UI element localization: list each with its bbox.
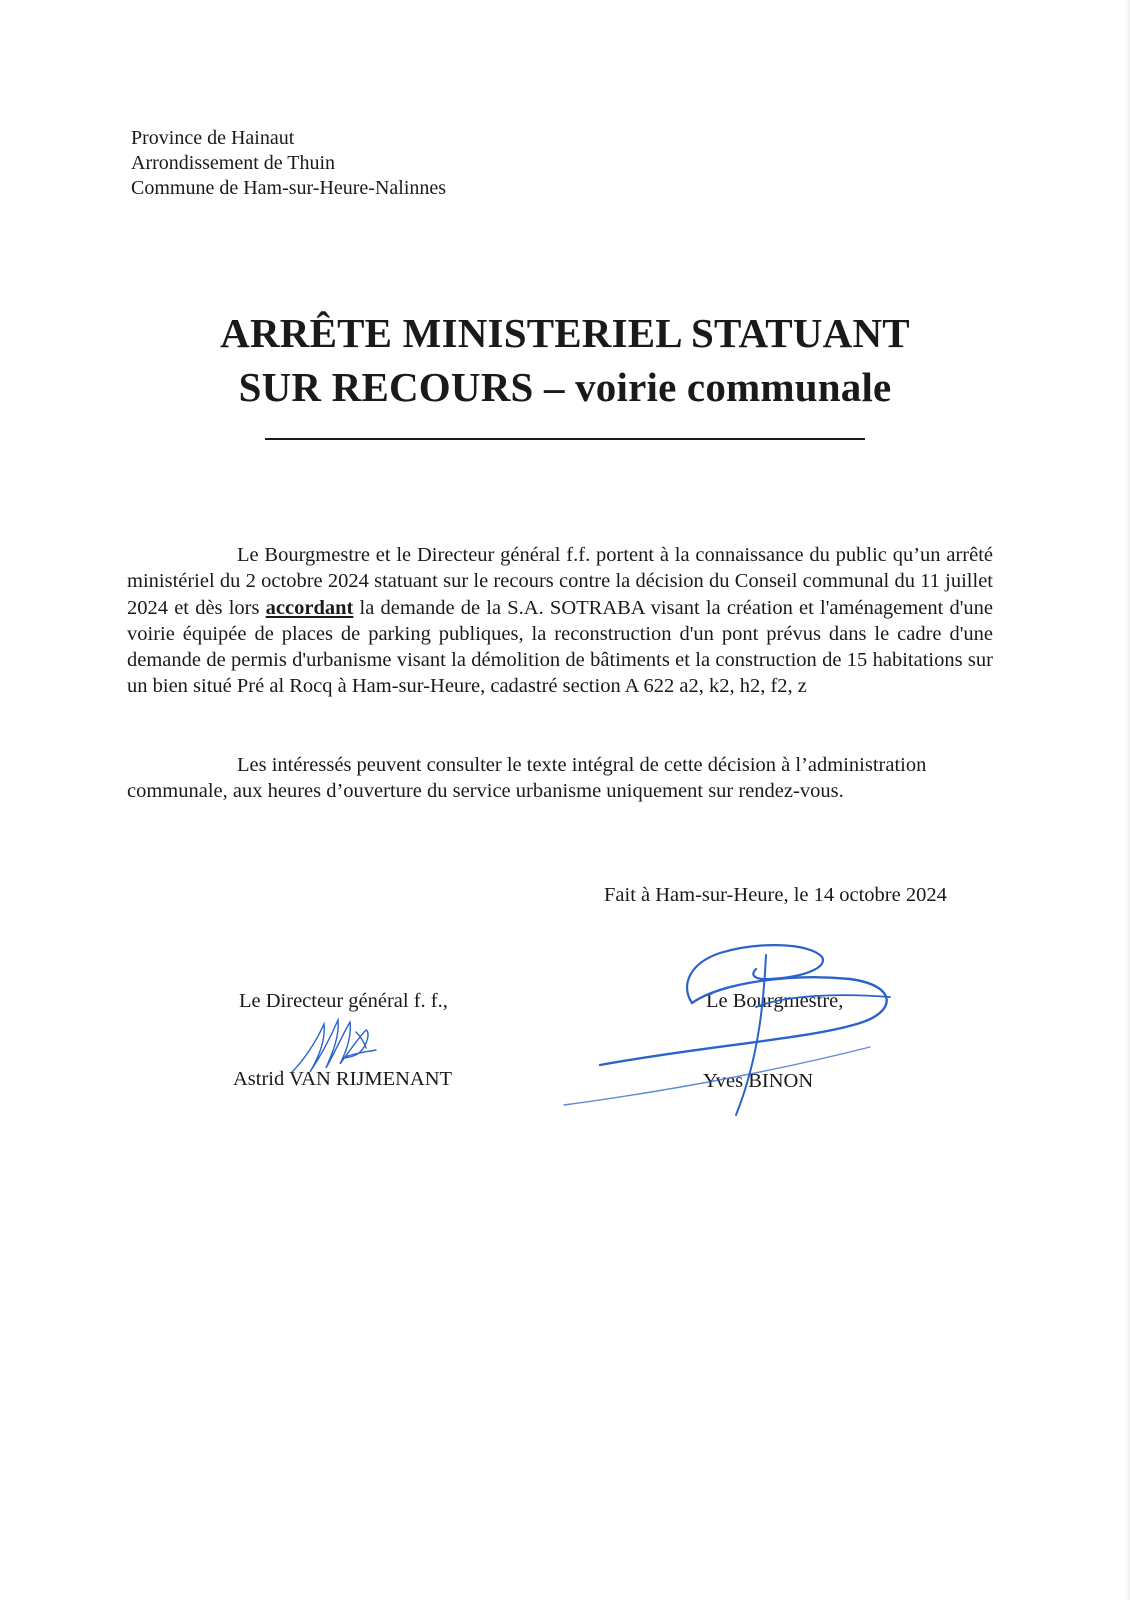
notice-paragraph (127, 542, 993, 700)
director-name: Astrid VAN RIJMENANT (233, 1068, 453, 1090)
header-arrondissement: Arrondissement de Thuin (131, 152, 336, 174)
mayor-name: Yves BINON (703, 1070, 814, 1092)
page-edge (1124, 0, 1130, 1600)
title-line-2: SUR RECOURS – voirie communale (238, 364, 892, 410)
header-province: Province de Hainaut (131, 127, 295, 149)
header-commune: Commune de Ham-sur-Heure-Nalinnes (131, 177, 447, 199)
mayor-title: Le Bourgmestre, (706, 990, 844, 1012)
place-date-line: Fait à Ham-sur-Heure, le 14 octobre 2024 (604, 884, 947, 906)
consultation-line-2: communale, aux heures d’ouverture du service urbanisme uniquement sur rendez-vous. (127, 780, 844, 803)
director-title: Le Directeur général f. f., (239, 990, 448, 1012)
decision-emphasis: accordant (265, 596, 354, 619)
consultation-paragraph (127, 752, 993, 805)
document-title (0, 306, 1130, 414)
notice-text-before: Le Bourgmestre et le Directeur général f.f. portent à la connaissance du public qu’un arrêté ministériel du 2 octobre 2024 statuant sur le recours contre la décision du Conseil communal du 11 juillet 2024 et dès lors (127, 544, 993, 619)
issuer-header (131, 126, 446, 201)
mayor-signature-scribble (560, 935, 920, 1145)
title-line-1: ARRÊTE MINISTERIEL STATUANT (220, 310, 910, 356)
director-signature-scribble (286, 1002, 396, 1082)
title-divider (265, 438, 865, 440)
consultation-line-1: Les intéressés peuvent consulter le texte intégral de cette décision à l’administration (237, 754, 927, 776)
notice-text-after: la demande de la S.A. SOTRABA visant la création et l'aménagement d'une voirie équipée de places de parking publiques, la reconstruction d'un pont prévus dans le cadre d'une demande de permis d'urbanisme visant la démolition de bâtiments et la construction de 15 habitations sur un bien situé Pré al Rocq à Ham-sur-Heure, cadastré section A 622 a2, k2, h2, f2, z (127, 596, 993, 698)
